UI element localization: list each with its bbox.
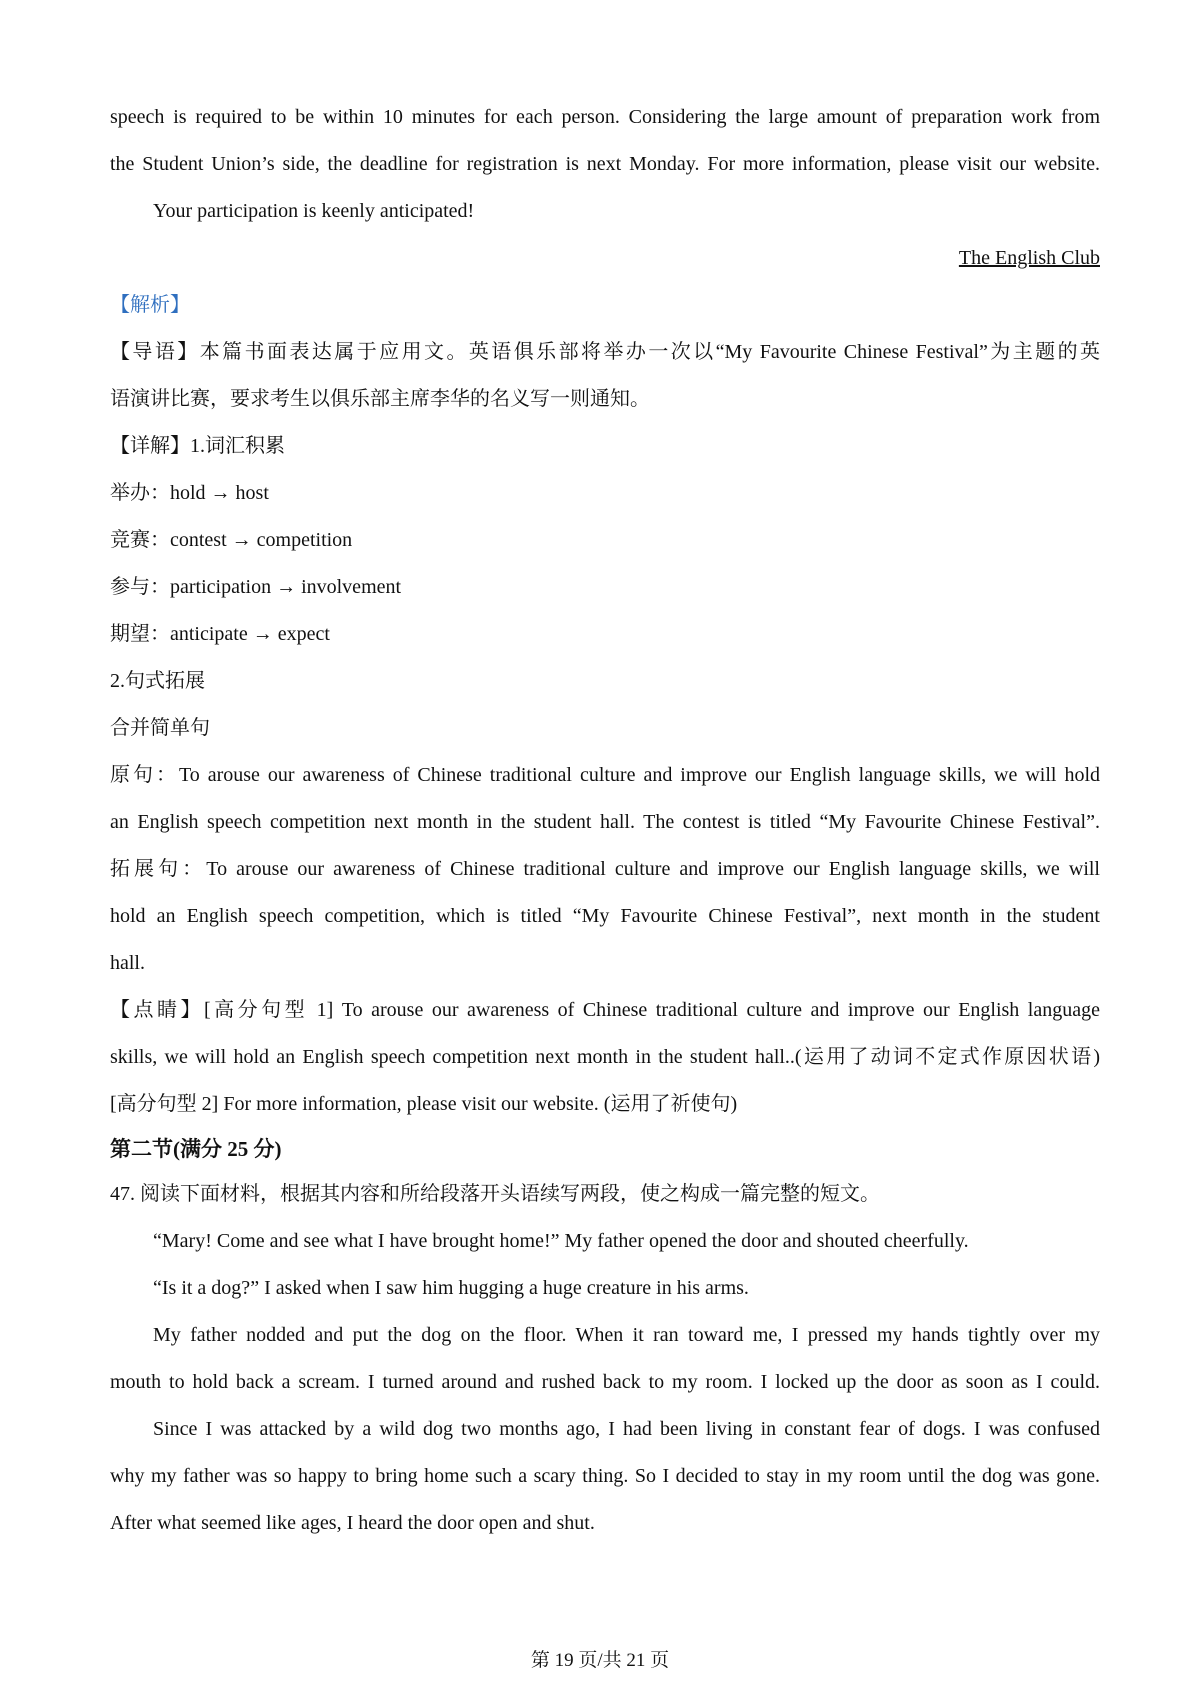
sentence-subheading: 合并简单句 [110,717,210,739]
detail-heading: 【详解】1.词汇积累 [110,435,285,457]
story-line: My father nodded and put the dog on the floor. When it ran toward me, I pressed my hands tightly over my [153,1324,1100,1346]
highlight-line: skills, we will hold an English speech competition next month in the student hall..(运用了动词不定式作原因状语) [110,1046,1100,1068]
expanded-sentence-line: 拓展句：To arouse our awareness of Chinese traditional culture and improve our English language skills, we will [110,858,1100,880]
intro-line: 语演讲比赛，要求考生以俱乐部主席李华的名义写一则通知。 [110,388,650,410]
story-paragraph: “Mary! Come and see what I have brought home!” My father opened the door and shouted cheerfully. [153,1230,969,1252]
story-line: why my father was so happy to bring home such a scary thing. So I decided to stay in my room until the dog was gone. [110,1465,1100,1487]
vocab-item: 参与：participation → involvement [110,576,402,598]
sentence-heading: 2.句式拓展 [110,670,205,692]
passage-line: the Student Union’s side, the deadline for registration is next Monday. For more information, please visit our website. [110,153,1100,175]
signature: The English Club [958,247,1100,269]
intro-line: 【导语】本篇书面表达属于应用文。英语俱乐部将举办一次以“My Favourite Chinese Festival”为主题的英 [110,341,1100,363]
section-heading: 第二节(满分 25 分) [110,1137,282,1161]
vocab-item: 竞赛：contest → competition [110,529,353,551]
analysis-heading: 【解析】 [110,294,190,316]
highlight-line: 【点睛】[高分句型 1] To arouse our awareness of Chinese traditional culture and improve our English language [110,999,1100,1021]
passage-closing: Your participation is keenly anticipated! [153,200,475,222]
story-line: Since I was attacked by a wild dog two months ago, I had been living in constant fear of dogs. I was confused [153,1418,1100,1440]
vocab-item: 举办：hold → host [110,482,269,504]
story-line: After what seemed like ages, I heard the door open and shut. [110,1512,595,1534]
signature-row [110,244,1100,272]
original-sentence-line: an English speech competition next month in the student hall. The contest is titled “My Favourite Chinese Festival”. [110,811,1100,833]
story-line: mouth to hold back a scream. I turned around and rushed back to my room. I locked up the door as soon as I could. [110,1371,1100,1393]
original-sentence-line: 原句：To arouse our awareness of Chinese traditional culture and improve our English language skills, we will hold [110,764,1100,786]
passage-line: speech is required to be within 10 minutes for each person. Considering the large amount of preparation work from [110,106,1100,128]
expanded-sentence-line: hall. [110,952,145,974]
question-prompt: 47. 阅读下面材料，根据其内容和所给段落开头语续写两段，使之构成一篇完整的短文。 [110,1183,880,1205]
page-number: 第 19 页/共 21 页 [530,1650,670,1671]
expanded-sentence-line: hold an English speech competition, which is titled “My Favourite Chinese Festival”, next month in the student [110,905,1100,927]
story-paragraph: “Is it a dog?” I asked when I saw him hugging a huge creature in his arms. [153,1277,749,1299]
highlight-line: [高分句型 2] For more information, please visit our website. (运用了祈使句) [110,1093,738,1115]
vocab-item: 期望：anticipate → expect [110,623,330,645]
